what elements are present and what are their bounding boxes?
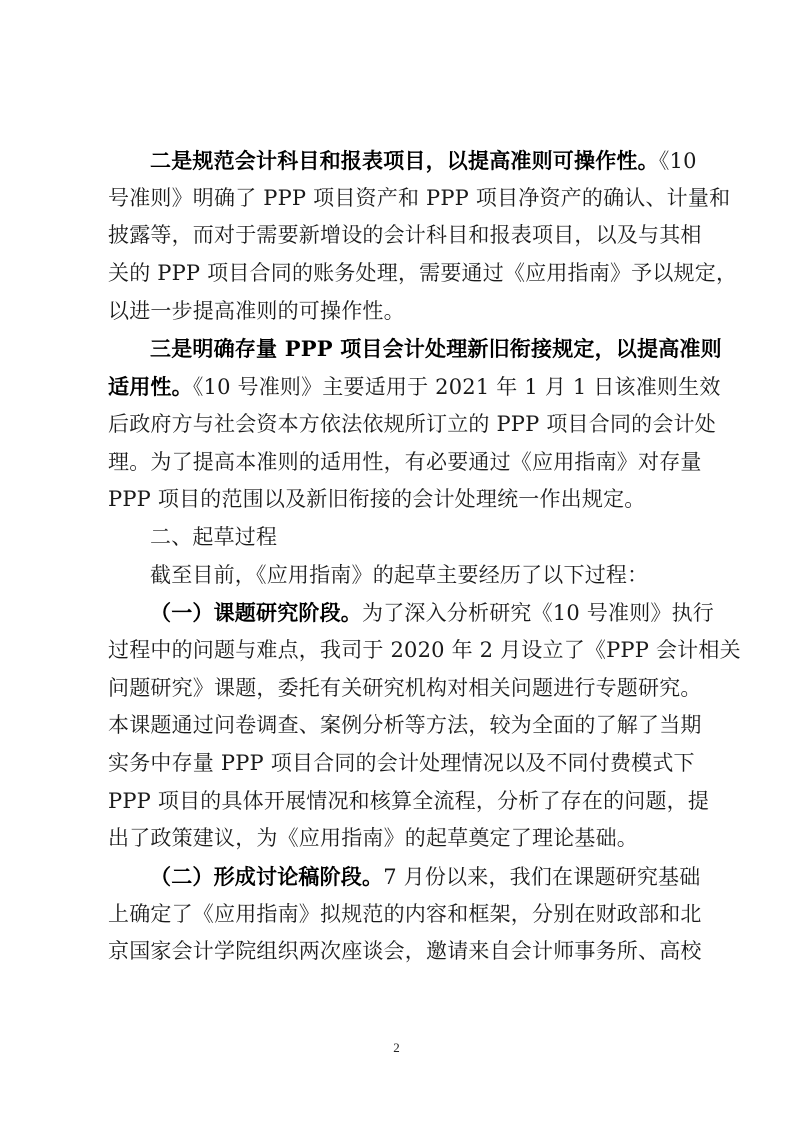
- text-line: 关的 PPP 项目合同的账务处理，需要通过《应用指南》予以规定，: [108, 261, 738, 286]
- text-line: 理。为了提高本准则的适用性，有必要通过《应用指南》对存量: [108, 449, 702, 474]
- section-heading: [108, 519, 693, 557]
- text-line: PPP 项目的具体开展情况和核算全流程，分析了存在的问题，提: [108, 788, 710, 813]
- text-line: 披露等，而对于需要新增设的会计科目和报表项目，以及与其相: [108, 223, 702, 248]
- text-line: 号准则》明确了 PPP 项目资产和 PPP 项目净资产的确认、计量和: [108, 185, 731, 210]
- text-line: （二）形成讨论稿阶段。7 月份以来，我们在课题研究基础: [150, 864, 701, 890]
- paragraph-operability: [108, 142, 738, 330]
- text-line: 本课题通过问卷调查、案例分析等方法，较为全面的了解了当期: [108, 713, 702, 738]
- text-line: 上确定了《应用指南》拟规范的内容和框架，分别在财政部和北: [108, 901, 702, 926]
- text-line: 出了政策建议，为《应用指南》的起草奠定了理论基础。: [108, 826, 638, 851]
- text-line: 问题研究》课题，委托有关研究机构对相关问题进行专题研究。: [108, 675, 702, 700]
- text-line: 适用性。《10 号准则》主要适用于 2021 年 1 月 1 日该准则生效: [108, 374, 721, 400]
- bold-lead: 适用性。: [108, 374, 193, 400]
- paragraph-intro: [108, 557, 693, 595]
- bold-lead: 三是明确存量 PPP 项目会计处理新旧衔接规定，以提高准则: [150, 336, 722, 362]
- page-number: 2: [393, 1040, 400, 1055]
- bold-lead: 二是规范会计科目和报表项目，以提高准则可操作性。: [150, 148, 659, 173]
- heading-text: 二、起草过程: [150, 524, 278, 549]
- text-line: PPP 项目的范围以及新旧衔接的会计处理统一作出规定。: [108, 487, 646, 512]
- paragraph-draft-stage: [108, 858, 702, 971]
- document-body: [108, 142, 741, 971]
- text-line: 截至目前，《应用指南》的起草主要经历了以下过程：: [150, 562, 649, 587]
- bold-lead: （二）形成讨论稿阶段。: [150, 864, 384, 890]
- text-line: [108, 330, 722, 368]
- paragraph-applicability: [108, 330, 722, 518]
- text-line: 后政府方与社会资本方依法依规所订立的 PPP 项目合同的会计处: [108, 411, 716, 436]
- text-line: 京国家会计学院组织两次座谈会，邀请来自会计师事务所、高校: [108, 939, 702, 964]
- text-line: 实务中存量 PPP 项目合同的会计处理情况以及不同付费模式下: [108, 751, 695, 775]
- text-line: 过程中的问题与难点，我司于 2020 年 2 月设立了《PPP 会计相关: [108, 637, 741, 662]
- text-line: 以进一步提高准则的可操作性。: [108, 298, 405, 323]
- text-line: 二是规范会计科目和报表项目，以提高准则可操作性。《10: [150, 148, 697, 173]
- bold-lead: （一）课题研究阶段。: [150, 600, 362, 626]
- text-line: （一）课题研究阶段。为了深入分析研究《10 号准则》执行: [150, 600, 714, 626]
- paragraph-research-stage: [108, 594, 741, 858]
